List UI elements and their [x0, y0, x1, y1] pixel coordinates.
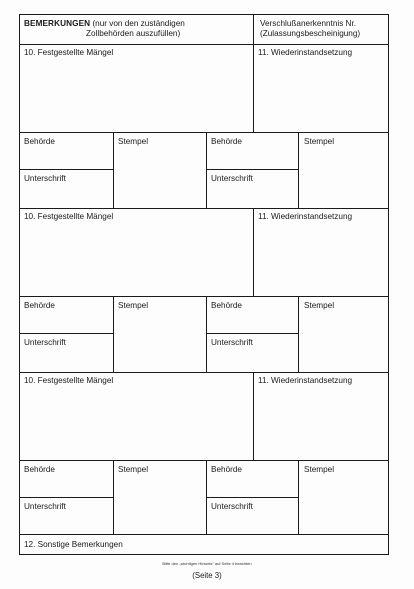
- block-3-vertical-divider: [253, 372, 254, 460]
- stamp-label-3-left: Stempel: [118, 465, 149, 474]
- recognition-number-line-1: Verschlußanerkenntnis Nr.: [260, 19, 357, 28]
- signature-field-2-left[interactable]: [20, 333, 113, 372]
- signature-field-3-left[interactable]: [20, 497, 113, 534]
- stamp-label-1-left: Stempel: [118, 137, 149, 146]
- repair-label-3: 11. Wiederinstandsetzung: [258, 376, 353, 385]
- block-2-right-split: [206, 333, 298, 334]
- block-2-left-split: [20, 333, 113, 334]
- repair-field-1[interactable]: [253, 44, 389, 132]
- signature-field-3-right[interactable]: [206, 497, 298, 534]
- authority-field-3-left[interactable]: [20, 460, 113, 497]
- signature-field-1-left[interactable]: [20, 169, 113, 208]
- footnote: Bitte den „wichtigen Hinweis“ auf Seite 4 beachten: [162, 561, 252, 566]
- block-1-col-3: [298, 132, 299, 208]
- repair-field-2[interactable]: [253, 208, 389, 296]
- authority-field-2-left[interactable]: [20, 296, 113, 333]
- stamp-label-1-right: Stempel: [304, 137, 335, 146]
- defects-label-3: 10. Festgestellte Mängel: [24, 376, 114, 385]
- block-3-left-split: [20, 497, 113, 498]
- header-title-block: [24, 19, 185, 39]
- signature-field-2-right[interactable]: [206, 333, 298, 372]
- stamp-field-1-left[interactable]: [113, 132, 206, 208]
- block-3-col-3: [298, 460, 299, 534]
- block-3-col-2: [206, 460, 207, 534]
- defects-field-2[interactable]: [20, 208, 253, 296]
- defects-field-3[interactable]: [20, 372, 253, 460]
- recognition-number-label: [260, 19, 360, 39]
- defects-field-1[interactable]: [20, 44, 253, 132]
- block-3-right-split: [206, 497, 298, 498]
- repair-field-3[interactable]: [253, 372, 389, 460]
- block-2-col-2: [206, 296, 207, 372]
- other-remarks-label: 12. Sonstige Bemerkungen: [24, 540, 123, 549]
- repair-label-1: 11. Wiederinstandsetzung: [258, 48, 353, 57]
- authority-field-3-right[interactable]: [206, 460, 298, 497]
- authority-field-1-right[interactable]: [206, 132, 298, 169]
- header-title-note-1: (nur von den zuständigen: [92, 19, 185, 28]
- recognition-number-line-2: (Zulassungsbescheinigung): [260, 29, 361, 38]
- authority-field-2-right[interactable]: [206, 296, 298, 333]
- signature-label-1-left: Unterschrift: [24, 174, 66, 183]
- signature-field-1-right[interactable]: [206, 169, 298, 208]
- signature-label-2-left: Unterschrift: [24, 338, 66, 347]
- signature-label-3-right: Unterschrift: [211, 502, 253, 511]
- remarks-form: [19, 14, 389, 555]
- stamp-label-3-right: Stempel: [304, 465, 335, 474]
- stamp-field-1-right[interactable]: [298, 132, 389, 208]
- authority-label-1-right: Behörde: [211, 137, 242, 146]
- block-3-col-1: [113, 460, 114, 534]
- page-number: (Seite 3): [192, 571, 222, 580]
- header-divider: [253, 15, 254, 44]
- authority-label-3-left: Behörde: [24, 465, 55, 474]
- repair-label-2: 11. Wiederinstandsetzung: [258, 212, 353, 221]
- stamp-field-3-right[interactable]: [298, 460, 389, 534]
- stamp-field-2-right[interactable]: [298, 296, 389, 372]
- stamp-label-2-left: Stempel: [118, 301, 149, 310]
- authority-label-2-left: Behörde: [24, 301, 55, 310]
- header-title: BEMERKUNGEN: [24, 19, 91, 28]
- header-title-note-2: Zollbehörden auszufüllen): [86, 29, 181, 38]
- signature-label-3-left: Unterschrift: [24, 502, 66, 511]
- block-1-left-split: [20, 169, 113, 170]
- signature-label-2-right: Unterschrift: [211, 338, 253, 347]
- signature-label-1-right: Unterschrift: [211, 174, 253, 183]
- block-2-col-1: [113, 296, 114, 372]
- block-1-vertical-divider: [253, 44, 254, 132]
- stamp-label-2-right: Stempel: [304, 301, 335, 310]
- block-1-col-2: [206, 132, 207, 208]
- stamp-field-3-left[interactable]: [113, 460, 206, 534]
- authority-label-3-right: Behörde: [211, 465, 242, 474]
- stamp-field-2-left[interactable]: [113, 296, 206, 372]
- other-remarks-field[interactable]: [20, 534, 389, 555]
- defects-label-2: 10. Festgestellte Mängel: [24, 212, 114, 221]
- authority-label-2-right: Behörde: [211, 301, 242, 310]
- block-2-vertical-divider: [253, 208, 254, 296]
- block-1-right-split: [206, 169, 298, 170]
- authority-field-1-left[interactable]: [20, 132, 113, 169]
- block-2-col-3: [298, 296, 299, 372]
- defects-label-1: 10. Festgestellte Mängel: [24, 48, 114, 57]
- authority-label-1-left: Behörde: [24, 137, 55, 146]
- block-1-col-1: [113, 132, 114, 208]
